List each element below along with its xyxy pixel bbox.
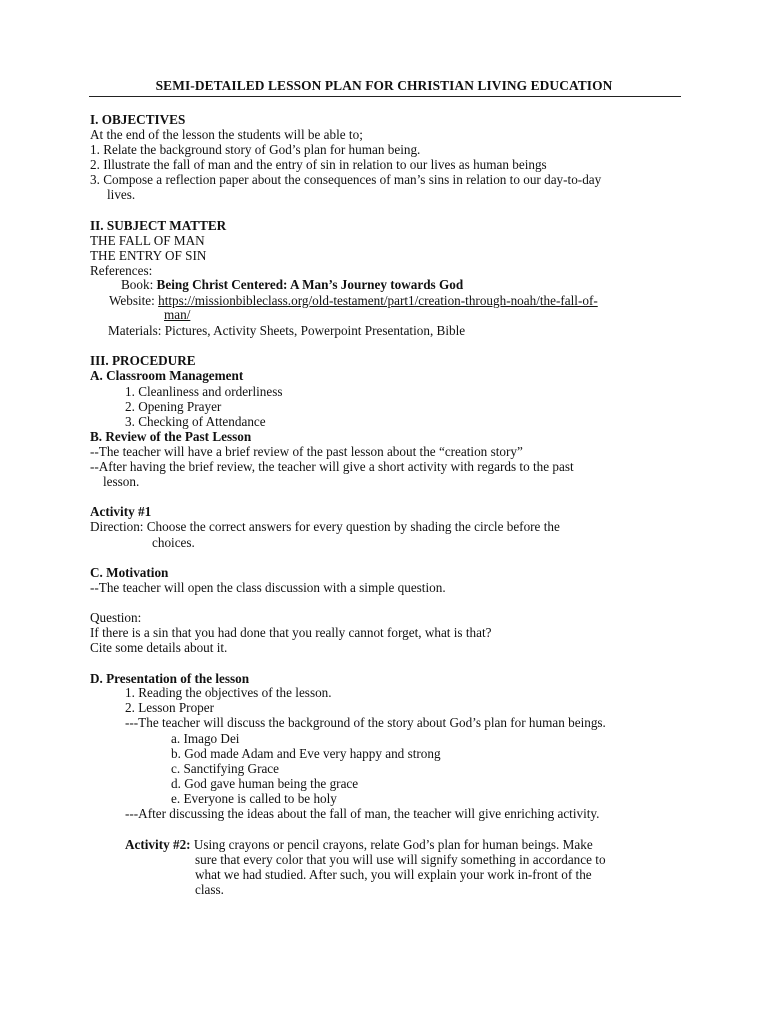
question-label: Question:	[90, 610, 142, 625]
lesson-subitem: c. Sanctifying Grace	[171, 761, 280, 776]
motivation-heading: C. Motivation	[90, 565, 169, 580]
presentation-item: 1. Reading the objectives of the lesson.	[125, 685, 332, 700]
classroom-item: 2. Opening Prayer	[125, 399, 222, 414]
activity2-continued: class.	[195, 882, 224, 897]
subject-heading: II. SUBJECT MATTER	[90, 218, 227, 233]
references-label: References:	[90, 263, 153, 278]
subject-topic: THE ENTRY OF SIN	[90, 248, 207, 263]
question-line: Cite some details about it.	[90, 640, 228, 655]
activity2-continued: sure that every color that you will use will signify something in accordance to	[195, 852, 606, 867]
website-link-tail[interactable]: man/	[164, 307, 191, 322]
lesson-subitem: d. God gave human being the grace	[171, 776, 359, 791]
classroom-item: 1. Cleanliness and orderliness	[125, 384, 283, 399]
activity1-heading: Activity #1	[90, 504, 152, 519]
book-label: Book:	[121, 277, 154, 292]
objective-item: 2. Illustrate the fall of man and the entry of sin in relation to our lives as human beings	[90, 157, 547, 172]
motivation-line: --The teacher will open the class discussion with a simple question.	[90, 580, 446, 595]
lesson-subitem: b. God made Adam and Eve very happy and strong	[171, 746, 441, 761]
presentation-item: 2. Lesson Proper	[125, 700, 215, 715]
classroom-management-heading: A. Classroom Management	[90, 368, 244, 383]
review-heading: B. Review of the Past Lesson	[90, 429, 252, 444]
subject-topic: THE FALL OF MAN	[90, 233, 205, 248]
activity2-label: Activity #2:	[125, 837, 191, 852]
book-reference	[121, 277, 463, 292]
activity1-direction-continued: choices.	[152, 535, 195, 550]
website-link[interactable]: https://missionbibleclass.org/old-testament/part1/creation-through-noah/the-fall-of-	[158, 293, 598, 308]
document-title: SEMI-DETAILED LESSON PLAN FOR CHRISTIAN LIVING EDUCATION	[155, 78, 613, 93]
website-link-continued[interactable]	[164, 307, 190, 322]
presentation-heading: D. Presentation of the lesson	[90, 671, 250, 686]
review-line: --The teacher will have a brief review of the past lesson about the “creation story”	[90, 444, 523, 459]
activity2-line	[125, 837, 593, 852]
lesson-discussion-line: ---The teacher will discuss the background of the story about God’s plan for human beings.	[125, 715, 606, 730]
materials-line: Materials: Pictures, Activity Sheets, Powerpoint Presentation, Bible	[108, 323, 466, 338]
classroom-item: 3. Checking of Attendance	[125, 414, 266, 429]
objective-item-continued: lives.	[107, 187, 136, 202]
objective-item: 1. Relate the background story of God’s plan for human being.	[90, 142, 421, 157]
enriching-activity-line: ---After discussing the ideas about the fall of man, the teacher will give enriching activity.	[125, 806, 600, 821]
procedure-heading: III. PROCEDURE	[90, 353, 196, 368]
objectives-heading: I. OBJECTIVES	[90, 112, 186, 127]
website-label: Website:	[109, 293, 155, 308]
review-line: --After having the brief review, the teacher will give a short activity with regards to the past	[90, 459, 574, 474]
lesson-subitem: e. Everyone is called to be holy	[171, 791, 337, 806]
activity2-continued: what we had studied. After such, you will explain your work in-front of the	[195, 867, 592, 882]
website-reference	[109, 293, 598, 308]
objectives-intro: At the end of the lesson the students will be able to;	[90, 127, 363, 142]
review-line: lesson.	[103, 474, 140, 489]
book-title: Being Christ Centered: A Man’s Journey towards God	[156, 277, 464, 292]
title-rule	[89, 96, 681, 97]
question-line: If there is a sin that you had done that you really cannot forget, what is that?	[90, 625, 492, 640]
lesson-subitem: a. Imago Dei	[171, 731, 240, 746]
objective-item: 3. Compose a reflection paper about the consequences of man’s sins in relation to our day-to-day	[90, 172, 602, 187]
activity1-direction: Direction: Choose the correct answers for every question by shading the circle before the	[90, 519, 560, 534]
activity2-text: Using crayons or pencil crayons, relate God’s plan for human beings. Make	[193, 837, 593, 852]
